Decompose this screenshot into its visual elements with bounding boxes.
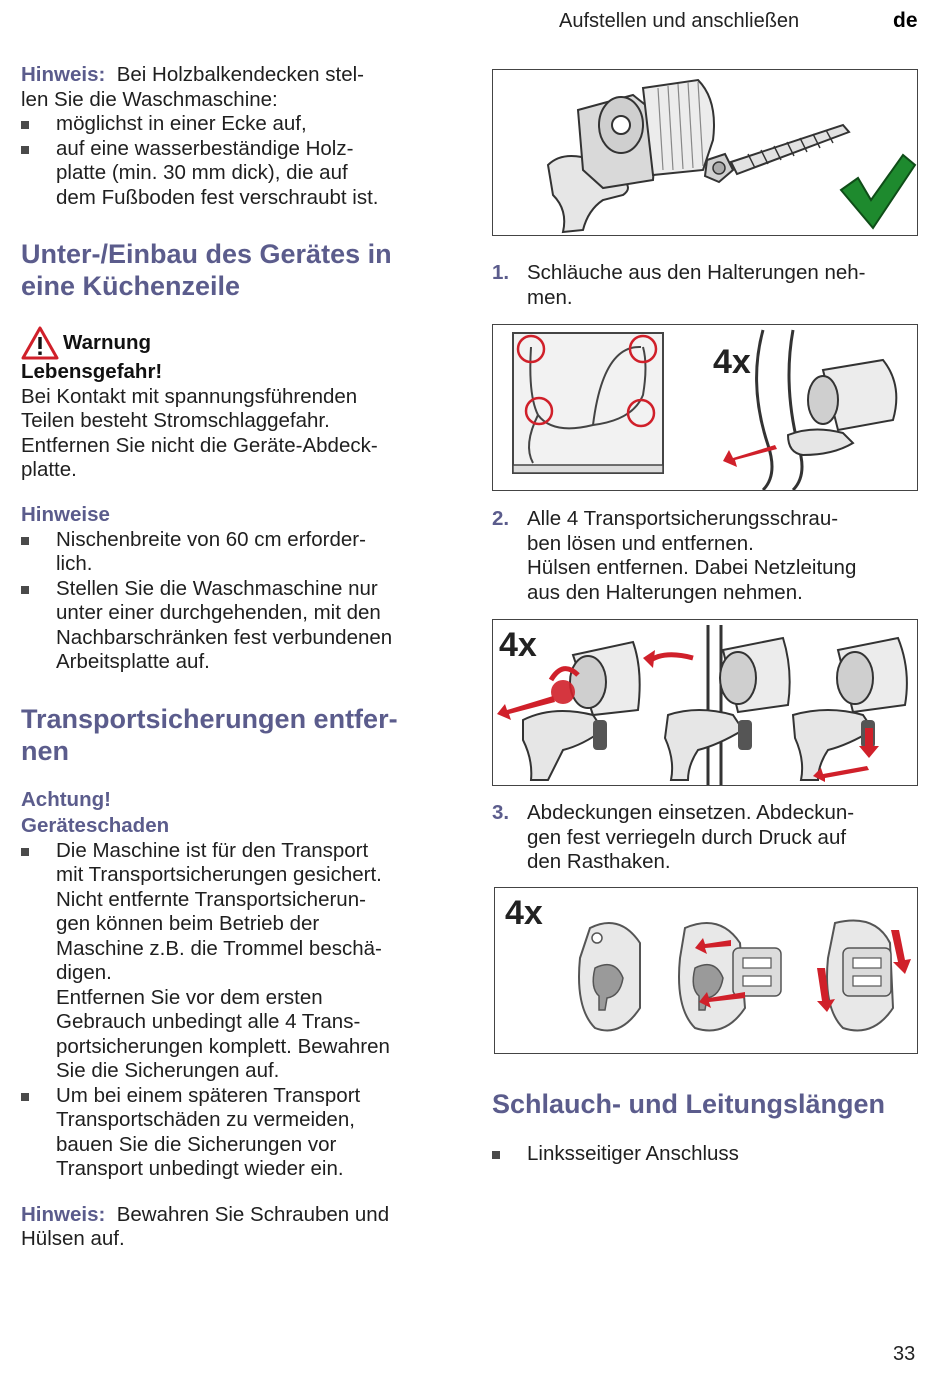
remove-screws-illustration — [493, 620, 918, 786]
insert-covers-illustration — [495, 888, 918, 1054]
hints-list — [21, 528, 451, 675]
step-list-2 — [492, 507, 920, 605]
note-keep-screws: Hinweis: Bewahren Sie Schrauben und Hülsen auf. — [21, 1202, 390, 1250]
figure-insert-covers — [494, 887, 918, 1054]
note-label: Hinweis: — [21, 1202, 106, 1226]
bullet-icon — [21, 586, 29, 594]
figure-bracket-screw — [492, 69, 918, 236]
step-number: 3. — [492, 801, 510, 824]
step-list-1 — [492, 261, 920, 310]
hose-lengths-list — [492, 1142, 920, 1167]
note-bullet-list — [21, 112, 451, 210]
note-label: Hinweis: — [21, 63, 106, 86]
danger-title: Lebensgefahr! — [21, 360, 163, 383]
figure-multiplier-label: 4x — [713, 343, 751, 381]
page-number: 33 — [893, 1343, 916, 1365]
figure-hose-brackets — [492, 324, 918, 491]
danger-text: Bei Kontakt mit spannungsführenden Teilen besteht Stromschlaggefahr. Entfernen Sie nicht die Geräte-Abdeck- platte. — [21, 384, 378, 481]
step-item: 3. Abdeckungen einsetzen. Abdeckun- gen fest verriegeln durch Druck auf den Rasthaken. — [492, 801, 855, 873]
warning-heading — [21, 326, 451, 360]
bracket-screw-illustration — [493, 70, 918, 236]
section-title-hose-lengths: Schlauch- und Leitungslängen — [492, 1089, 886, 1119]
header-section-title: Aufstellen und anschließen — [559, 10, 800, 32]
warning-triangle-icon — [21, 326, 59, 360]
checkmark-icon — [841, 155, 915, 228]
caution-title: Geräteschaden — [21, 813, 170, 837]
bullet-icon — [492, 1151, 500, 1159]
note-wood-floor — [21, 63, 451, 112]
figure-remove-screws — [492, 619, 918, 786]
page-header — [0, 8, 950, 38]
step-number: 1. — [492, 261, 510, 284]
list-item: möglichst in einer Ecke auf, — [21, 112, 451, 137]
step-list-3 — [492, 801, 920, 875]
step-item: 2. Alle 4 Transportsicherungsschrau- ben lösen und entfernen. Hülsen entfernen. Dabei Netzleitung aus den Halterungen nehmen. — [492, 507, 857, 604]
warning-label: Warnung — [63, 331, 152, 354]
bullet-icon — [21, 121, 29, 129]
figure-multiplier-label: 4x — [499, 626, 537, 664]
list-item: Linksseitiger Anschluss — [492, 1142, 920, 1167]
list-item: auf eine wasserbeständige Holz- platte (min. 30 mm dick), die auf dem Fußboden fest verschraubt ist. — [21, 137, 451, 211]
section-title-kitchen-install: Unter-/Einbau des Gerätes in eine Küchenzeile — [21, 239, 392, 301]
note-text-line: len Sie die Waschmaschine: — [21, 87, 278, 111]
left-column — [21, 63, 451, 1252]
caution-list — [21, 839, 451, 1182]
step-item: 1. Schläuche aus den Halterungen neh- men. — [492, 261, 866, 309]
list-item: Stellen Sie die Waschmaschine nur unter einer durchgehenden, mit den Nachbarschränken fest verbundenen Arbeitsplatte auf. — [21, 577, 451, 675]
caution-label: Achtung! — [21, 787, 111, 811]
bullet-icon — [21, 537, 29, 545]
header-language: de — [893, 9, 918, 32]
section-title-transport-locks: Transportsicherungen entfer- nen — [21, 703, 398, 766]
note-text-line: Bei Holzbalkendecken stel- — [116, 63, 364, 86]
hints-heading: Hinweise — [21, 502, 110, 526]
hose-brackets-illustration — [493, 325, 918, 491]
bullet-icon — [21, 848, 29, 856]
figure-multiplier-label: 4x — [505, 894, 543, 932]
bullet-icon — [21, 1093, 29, 1101]
list-item: Um bei einem späteren Transport Transportschäden zu vermeiden, bauen Sie die Sicherungen vor Transport unbedingt wieder ein. — [21, 1084, 451, 1182]
step-number: 2. — [492, 507, 510, 530]
bullet-icon — [21, 146, 29, 154]
list-item: Die Maschine ist für den Transport mit Transportsicherungen gesichert. Nicht entfernte Transportsicherun- gen können beim Betrieb der Maschine z.B. die Trommel beschä- digen. Entfernen Sie vor dem ersten Gebrauch unbedingt alle 4 Trans- portsicherungen komplett. Bewahren Sie die Sicherungen auf. — [21, 839, 451, 1084]
list-item: Nischenbreite von 60 cm erforder- lich. — [21, 528, 451, 577]
